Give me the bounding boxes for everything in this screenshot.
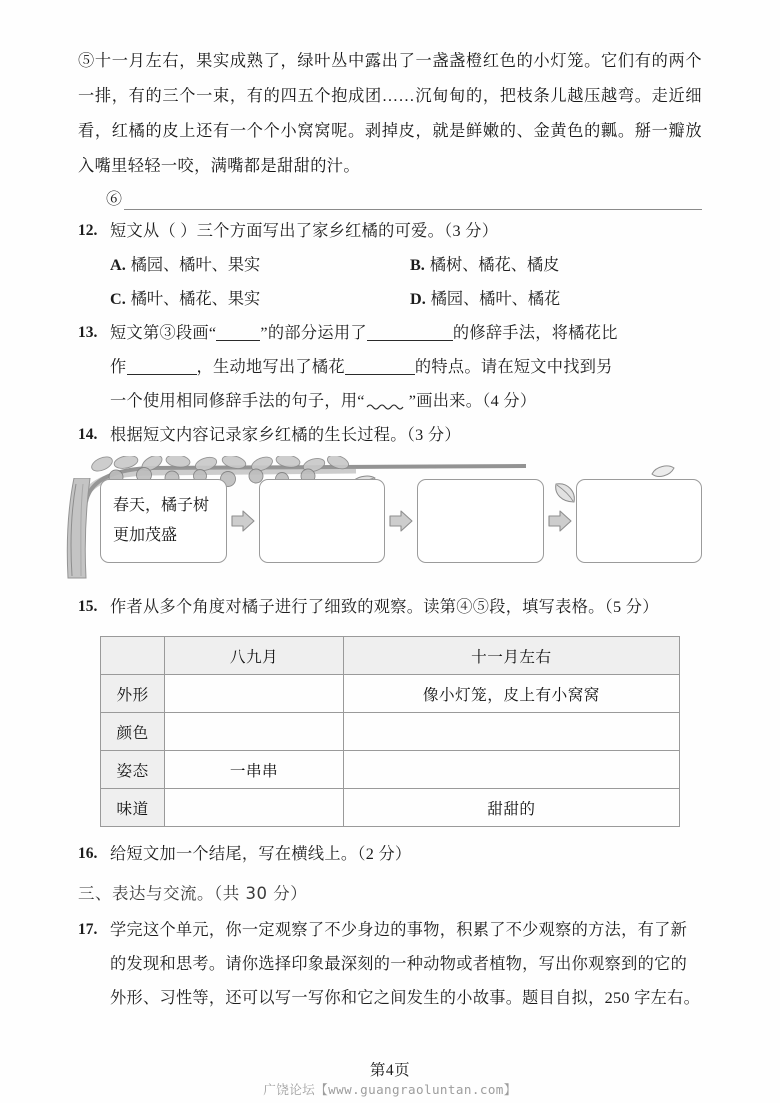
question-14-stem: 根据短文内容记录家乡红橘的生长过程。（3 分） — [110, 426, 461, 444]
q13-text-e: ，生动地写出了橘花 — [196, 358, 345, 376]
flow-box-2[interactable] — [259, 479, 385, 563]
cell-posture-november[interactable] — [343, 751, 679, 789]
option-b-letter: B. — [410, 256, 425, 274]
option-b-text: 橘树、橘花、橘皮 — [429, 256, 560, 274]
page-number: 第4页 — [369, 1062, 411, 1079]
table-corner-cell — [101, 637, 165, 675]
question-15 — [78, 590, 702, 624]
question-13-number: 13. — [78, 324, 98, 341]
cell-shape-aug-sep[interactable] — [165, 675, 343, 713]
q13-blank-1[interactable] — [367, 340, 453, 341]
answer-rule-line[interactable] — [124, 192, 702, 210]
option-c-text: 橘叶、橘花、果实 — [130, 290, 261, 308]
flow-box-1 — [100, 479, 227, 563]
option-b[interactable] — [410, 248, 702, 282]
question-14-number: 14. — [78, 426, 98, 443]
option-d[interactable] — [410, 282, 702, 316]
flow-box-1-line-1: 春天，橘子树 — [113, 497, 210, 514]
question-16 — [78, 837, 702, 871]
q13-quote-blank[interactable] — [216, 340, 260, 341]
question-17-stem: 学完这个单元，你一定观察了不少身边的事物，积累了不少观察的方法，有了新的发现和思考。请你选择印象最深刻的一种动物或者植物，写出你观察到的它的外形、习性等，还可以写一写你和它之间发生的小故事。题目自拟，250 字左右。 — [110, 921, 701, 1007]
flow-box-4[interactable] — [576, 479, 702, 563]
flow-box-1-line-2: 更加茂盛 — [113, 527, 178, 544]
q13-text-b: ”的部分运用了 — [260, 324, 367, 342]
q13-text-h: ”画出来。（4 分） — [408, 392, 537, 410]
q13-text-g: 一个使用相同修辞手法的句子，用“ — [110, 392, 365, 410]
flow-row — [100, 460, 702, 582]
option-d-text: 橘园、橘叶、橘花 — [430, 290, 561, 308]
cell-taste-aug-sep[interactable] — [165, 789, 343, 827]
question-17 — [78, 913, 702, 1015]
table-row — [101, 751, 680, 789]
row-label-taste: 味道 — [101, 789, 165, 827]
question-12-number: 12. — [78, 222, 98, 239]
q13-text-a: 短文第③段画“ — [110, 324, 217, 342]
tree-trunk-illustration — [56, 478, 104, 587]
cell-posture-aug-sep: 一串串 — [165, 751, 343, 789]
question-15-stem: 作者从多个角度对橘子进行了细致的观察。读第④⑤段，填写表格。（5 分） — [110, 598, 659, 616]
question-15-number: 15. — [78, 598, 98, 615]
option-d-letter: D. — [410, 290, 426, 308]
cell-color-aug-sep[interactable] — [165, 713, 343, 751]
table-row — [101, 713, 680, 751]
option-a[interactable] — [110, 248, 410, 282]
question-16-stem: 给短文加一个结尾，写在横线上。（2 分） — [110, 845, 412, 863]
q13-blank-2[interactable] — [127, 374, 197, 375]
section-heading-expression: 三、表达与交流。（共 30 分） — [78, 884, 308, 903]
q13-blank-3[interactable] — [345, 374, 415, 375]
table-header-row — [101, 637, 680, 675]
cell-taste-november: 甜甜的 — [343, 789, 679, 827]
q13-wavy-underline-mark — [365, 396, 409, 410]
option-c-letter: C. — [110, 290, 126, 308]
forum-watermark: 广饶论坛【www.guangraoluntan.com】 — [263, 1082, 517, 1097]
question-17-number: 17. — [78, 921, 98, 938]
question-14 — [78, 418, 702, 452]
right-arrow-icon-2 — [385, 509, 417, 533]
paragraph-6-marker: ⑥ — [106, 191, 123, 208]
question-13-body — [110, 316, 702, 418]
passage-paragraph-5: ⑤十一月左右，果实成熟了，绿叶丛中露出了一盏盏橙红色的小灯笼。它们有的两个一排，有的三个一束，有的四五个抱成团……沉甸甸的，把枝条儿越压越弯。走近细看，红橘的皮上还有一个个小窝窝呢。剥掉皮，就是鲜嫩的、金黄色的瓤。掰一瓣放入嘴里轻轻一咬，满嘴都是甜甜的汁。 — [78, 52, 702, 175]
flow-box-3[interactable] — [417, 479, 543, 563]
option-a-letter: A. — [110, 256, 126, 274]
observation-table-wrapper — [100, 636, 702, 827]
question-16-number: 16. — [78, 845, 98, 862]
question-12-options-row-1 — [78, 248, 702, 282]
right-arrow-icon-3 — [544, 509, 576, 533]
cell-color-november[interactable] — [343, 713, 679, 751]
right-arrow-icon-1 — [227, 509, 259, 533]
question-12-stem: 短文从（ ）三个方面写出了家乡红橘的可爱。（3 分） — [110, 222, 499, 240]
page-content — [78, 44, 702, 1015]
q13-text-f: 的特点。请在短文中找到另 — [414, 358, 613, 376]
question-12 — [78, 214, 702, 248]
passage-paragraph-6-blank[interactable] — [78, 190, 702, 210]
option-a-text: 橘园、橘叶、果实 — [130, 256, 261, 274]
row-label-posture: 姿态 — [101, 751, 165, 789]
question-13 — [78, 316, 702, 418]
observation-table — [100, 636, 680, 827]
row-label-shape: 外形 — [101, 675, 165, 713]
table-header-november: 十一月左右 — [343, 637, 679, 675]
q13-text-c: 的修辞手法，将橘花比 — [452, 324, 618, 342]
option-c[interactable] — [110, 282, 410, 316]
table-row — [101, 789, 680, 827]
q13-text-d: 作 — [110, 358, 127, 376]
growth-process-diagram — [78, 460, 702, 582]
table-header-aug-sep: 八九月 — [165, 637, 343, 675]
table-row — [101, 675, 680, 713]
cell-shape-november: 像小灯笼，皮上有小窝窝 — [343, 675, 679, 713]
question-12-options-row-2 — [78, 282, 702, 316]
row-label-color: 颜色 — [101, 713, 165, 751]
